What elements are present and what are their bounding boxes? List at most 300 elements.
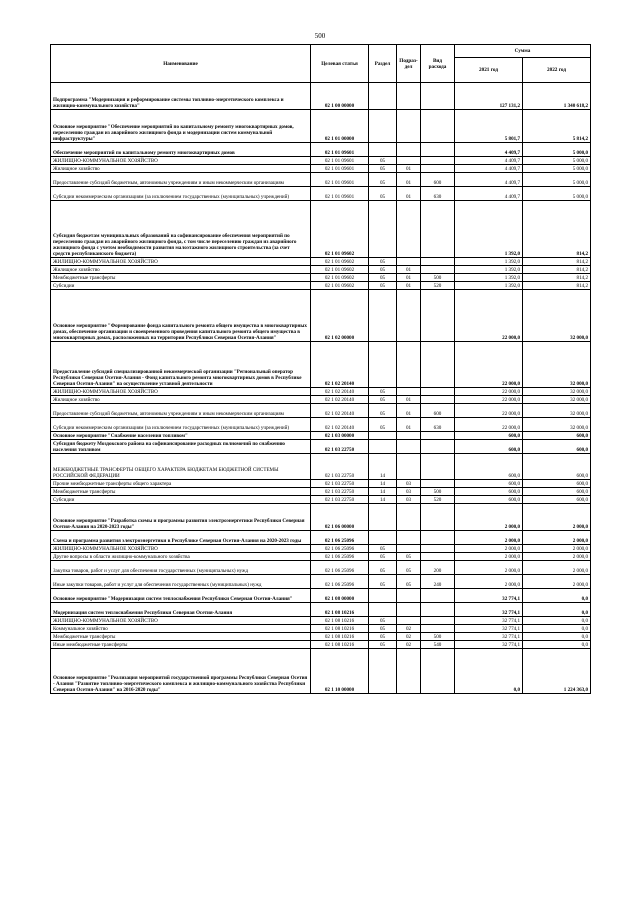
cell-sum-2022: 32 000,0 — [523, 418, 591, 432]
table-row — [51, 589, 591, 603]
cell-code: 02 1 02 20140 — [311, 388, 369, 396]
cell-name: Коммунальное хозяйство — [51, 625, 311, 633]
cell-code: 02 1 03 00000 — [311, 432, 369, 440]
cell-expense-type — [421, 617, 455, 625]
cell-sum-2022: 814,2 — [523, 274, 591, 282]
cell-sum-2022: 600,0 — [523, 480, 591, 488]
cell-expense-type — [421, 432, 455, 440]
cell-sum-2022: 2 000,0 — [523, 575, 591, 589]
cell-subsection: 01 — [397, 266, 421, 274]
cell-subsection — [397, 110, 421, 143]
cell-sum-2021: 2 000,0 — [455, 553, 523, 561]
cell-code: 02 1 01 09602 — [311, 201, 369, 258]
cell-sum-2022: 0,0 — [523, 625, 591, 633]
header-section: Раздел — [369, 45, 397, 83]
cell-sum-2021: 600,0 — [455, 496, 523, 504]
cell-subsection: 05 — [397, 553, 421, 561]
cell-code: 02 1 06 00000 — [311, 504, 369, 531]
cell-sum-2022: 0,0 — [523, 633, 591, 641]
cell-expense-type: 500 — [421, 633, 455, 641]
cell-code: 02 1 08 10216 — [311, 603, 369, 617]
cell-code: 02 1 01 09601 — [311, 173, 369, 187]
cell-subsection: 02 — [397, 633, 421, 641]
cell-name: Иные межбюджетные трансферты — [51, 641, 311, 649]
cell-sum-2022: 32 000,0 — [523, 404, 591, 418]
cell-code: 02 1 02 20140 — [311, 404, 369, 418]
cell-expense-type — [421, 504, 455, 531]
table-row — [51, 157, 591, 165]
cell-sum-2022: 600,0 — [523, 454, 591, 480]
cell-code: 02 1 01 00000 — [311, 110, 369, 143]
cell-expense-type — [421, 290, 455, 342]
cell-expense-type — [421, 266, 455, 274]
table-row — [51, 633, 591, 641]
cell-name: Субсидии некоммерческим организациям (за исключением государственных (муниципальных) учреждений) — [51, 187, 311, 201]
cell-code: 02 1 06 25096 — [311, 561, 369, 575]
cell-sum-2022: 2 000,0 — [523, 504, 591, 531]
cell-sum-2022: 814,2 — [523, 266, 591, 274]
cell-subsection — [397, 342, 421, 388]
cell-code: 02 1 01 09602 — [311, 274, 369, 282]
cell-section: 05 — [369, 173, 397, 187]
cell-subsection: 01 — [397, 173, 421, 187]
cell-expense-type — [421, 258, 455, 266]
table-row — [51, 396, 591, 404]
header-code: Целевая статья — [311, 45, 369, 83]
cell-section — [369, 603, 397, 617]
header-sum: Сумма — [455, 45, 591, 58]
cell-expense-type — [421, 201, 455, 258]
cell-section: 14 — [369, 488, 397, 496]
cell-name: Предоставление субсидий бюджетным, автономным учреждениям и иным некоммерческим организациям — [51, 173, 311, 187]
cell-expense-type — [421, 157, 455, 165]
cell-subsection: 02 — [397, 625, 421, 633]
cell-name: Субсидии некоммерческим организациям (за исключением государственных (муниципальных) учреждений) — [51, 418, 311, 432]
cell-code: 02 1 01 09601 — [311, 143, 369, 157]
cell-sum-2022: 5 000,0 — [523, 187, 591, 201]
table-row — [51, 496, 591, 504]
cell-code: 02 1 08 00000 — [311, 589, 369, 603]
cell-name: Предоставление субсидий специализированной некоммерческой организации "Региональный оператор Республики Северная Осетия-Алания - Фонд капитального ремонта многоквартирных домов в Республике Северная Осетия-Алания" на осуществление уставной деятельности — [51, 342, 311, 388]
cell-sum-2021: 22 000,0 — [455, 404, 523, 418]
cell-code: 02 1 01 09602 — [311, 266, 369, 274]
cell-code: 02 1 01 09601 — [311, 187, 369, 201]
cell-code: 02 1 03 22750 — [311, 454, 369, 480]
cell-sum-2021: 4 409,7 — [455, 143, 523, 157]
cell-name: Основное мероприятие "Снабжение населения топливом" — [51, 432, 311, 440]
table-row — [51, 641, 591, 649]
cell-sum-2021: 5 801,7 — [455, 110, 523, 143]
cell-subsection — [397, 143, 421, 157]
cell-section: 05 — [369, 282, 397, 290]
cell-section: 05 — [369, 165, 397, 173]
table-row — [51, 561, 591, 575]
cell-expense-type — [421, 480, 455, 488]
cell-name: Основное мероприятие "Формирование фонда капитального ремонта общего имущества в многоквартирных домах, обеспечение организации и своевременного проведения капитального ремонта общего имущества в многоквартирных домах, расположенных на территории Республики Северная Осетия-Алания" — [51, 290, 311, 342]
cell-sum-2022: 0,0 — [523, 641, 591, 649]
cell-expense-type: 520 — [421, 496, 455, 504]
table-row — [51, 625, 591, 633]
cell-name: Межбюджетные трансферты — [51, 488, 311, 496]
cell-section: 14 — [369, 454, 397, 480]
cell-code: 02 1 08 10216 — [311, 633, 369, 641]
cell-subsection — [397, 290, 421, 342]
cell-section — [369, 83, 397, 110]
cell-sum-2022: 2 000,0 — [523, 531, 591, 545]
cell-code: 02 1 06 25096 — [311, 545, 369, 553]
table-row — [51, 454, 591, 480]
cell-code: 02 1 06 25096 — [311, 531, 369, 545]
cell-name: Схема и программа развития электроэнергетики в Республике Северная Осетия-Алания на 2020-2023 годы — [51, 531, 311, 545]
table-row — [51, 290, 591, 342]
cell-sum-2021: 4 409,7 — [455, 173, 523, 187]
cell-section: 05 — [369, 641, 397, 649]
cell-sum-2021: 600,0 — [455, 488, 523, 496]
cell-sum-2022: 5 000,0 — [523, 165, 591, 173]
cell-subsection: 01 — [397, 404, 421, 418]
cell-sum-2021: 32 774,1 — [455, 603, 523, 617]
cell-sum-2022: 1 340 618,2 — [523, 83, 591, 110]
cell-name: Прочие межбюджетные трансферты общего характера — [51, 480, 311, 488]
cell-name: Другие вопросы в области жилищно-коммунального хозяйства — [51, 553, 311, 561]
table-row — [51, 575, 591, 589]
cell-expense-type — [421, 603, 455, 617]
cell-code: 02 1 01 09602 — [311, 282, 369, 290]
cell-name: МЕЖБЮДЖЕТНЫЕ ТРАНСФЕРТЫ ОБЩЕГО ХАРАКТЕРА БЮДЖЕТАМ БЮДЖЕТНОЙ СИСТЕМЫ РОССИЙСКОЙ ФЕДЕРАЦИИ — [51, 454, 311, 480]
cell-expense-type: 520 — [421, 282, 455, 290]
cell-expense-type — [421, 83, 455, 110]
cell-sum-2022: 600,0 — [523, 432, 591, 440]
cell-name: Субсидии — [51, 282, 311, 290]
cell-name: Субсидии — [51, 496, 311, 504]
cell-section: 14 — [369, 496, 397, 504]
cell-sum-2021: 2 000,0 — [455, 504, 523, 531]
cell-section — [369, 531, 397, 545]
cell-subsection: 05 — [397, 561, 421, 575]
cell-sum-2022: 600,0 — [523, 496, 591, 504]
cell-section — [369, 143, 397, 157]
cell-section: 05 — [369, 575, 397, 589]
cell-subsection: 01 — [397, 418, 421, 432]
header-year-2021: 2021 год — [455, 58, 523, 83]
cell-sum-2022: 814,2 — [523, 258, 591, 266]
cell-section — [369, 342, 397, 388]
cell-sum-2021: 1 392,0 — [455, 274, 523, 282]
cell-subsection — [397, 603, 421, 617]
cell-sum-2021: 22 000,0 — [455, 396, 523, 404]
cell-sum-2021: 32 774,1 — [455, 625, 523, 633]
cell-expense-type: 500 — [421, 488, 455, 496]
cell-sum-2022: 0,0 — [523, 603, 591, 617]
cell-expense-type: 600 — [421, 404, 455, 418]
cell-subsection: 01 — [397, 282, 421, 290]
cell-subsection: 05 — [397, 575, 421, 589]
cell-sum-2022: 814,2 — [523, 201, 591, 258]
cell-sum-2021: 0,0 — [455, 649, 523, 694]
table-row — [51, 110, 591, 143]
cell-sum-2021: 32 774,1 — [455, 633, 523, 641]
cell-sum-2021: 2 000,0 — [455, 531, 523, 545]
cell-sum-2021: 600,0 — [455, 454, 523, 480]
cell-sum-2021: 22 000,0 — [455, 290, 523, 342]
cell-subsection — [397, 440, 421, 454]
cell-section — [369, 290, 397, 342]
budget-table — [50, 44, 591, 694]
table-row — [51, 545, 591, 553]
cell-expense-type — [421, 531, 455, 545]
cell-expense-type — [421, 589, 455, 603]
cell-sum-2021: 2 000,0 — [455, 561, 523, 575]
cell-subsection: 03 — [397, 496, 421, 504]
cell-expense-type: 600 — [421, 173, 455, 187]
cell-name: ЖИЛИЩНО-КОММУНАЛЬНОЕ ХОЗЯЙСТВО — [51, 258, 311, 266]
table-row — [51, 173, 591, 187]
cell-section — [369, 201, 397, 258]
cell-subsection — [397, 649, 421, 694]
cell-code: 02 1 03 22750 — [311, 496, 369, 504]
cell-sum-2022: 0,0 — [523, 589, 591, 603]
cell-section: 14 — [369, 480, 397, 488]
cell-name: Межбюджетные трансферты — [51, 633, 311, 641]
cell-subsection: 03 — [397, 480, 421, 488]
table-row — [51, 404, 591, 418]
cell-sum-2022: 32 000,0 — [523, 290, 591, 342]
table-row — [51, 504, 591, 531]
cell-code: 02 1 02 20140 — [311, 342, 369, 388]
cell-name: Предоставление субсидий бюджетным, автономным учреждениям и иным некоммерческим организациям — [51, 404, 311, 418]
cell-subsection — [397, 531, 421, 545]
cell-subsection — [397, 388, 421, 396]
cell-name: Субсидия бюджету Моздокского района на софинансирование расходных полномочий по снабжению населения топливом — [51, 440, 311, 454]
cell-sum-2021: 32 774,1 — [455, 641, 523, 649]
cell-subsection — [397, 157, 421, 165]
cell-section — [369, 504, 397, 531]
cell-code: 02 1 02 20140 — [311, 418, 369, 432]
cell-expense-type — [421, 625, 455, 633]
cell-code: 02 1 10 00000 — [311, 649, 369, 694]
table-row — [51, 418, 591, 432]
cell-sum-2021: 1 392,0 — [455, 201, 523, 258]
cell-sum-2021: 600,0 — [455, 480, 523, 488]
cell-sum-2022: 1 224 363,0 — [523, 649, 591, 694]
cell-expense-type — [421, 388, 455, 396]
cell-sum-2022: 2 000,0 — [523, 553, 591, 561]
table-row — [51, 553, 591, 561]
cell-section: 05 — [369, 617, 397, 625]
cell-subsection: 01 — [397, 274, 421, 282]
cell-code: 02 1 08 10216 — [311, 617, 369, 625]
table-row — [51, 603, 591, 617]
cell-name: ЖИЛИЩНО-КОММУНАЛЬНОЕ ХОЗЯЙСТВО — [51, 545, 311, 553]
cell-section: 05 — [369, 258, 397, 266]
cell-name: Основное мероприятие "Реализация мероприятий государственной программы Республики Северная Осетия - Алания "Развитие топливно-энергетического комплекса и жилищно-коммунального хозяйства Республики Северная Осетия-Алания" на 2016-2020 годы" — [51, 649, 311, 694]
cell-expense-type — [421, 440, 455, 454]
table-row — [51, 617, 591, 625]
table-row — [51, 187, 591, 201]
cell-sum-2022: 2 000,0 — [523, 561, 591, 575]
table-body — [51, 83, 591, 694]
cell-expense-type — [421, 649, 455, 694]
cell-sum-2022: 32 000,0 — [523, 396, 591, 404]
cell-code: 02 1 02 20140 — [311, 396, 369, 404]
cell-name: Подпрограмма "Модернизация и реформирование системы топливно-энергетического комплекса и жилищно-коммунального хозяйства" — [51, 83, 311, 110]
cell-subsection: 03 — [397, 488, 421, 496]
cell-sum-2021: 22 000,0 — [455, 342, 523, 388]
table-row — [51, 388, 591, 396]
cell-section — [369, 589, 397, 603]
cell-subsection — [397, 617, 421, 625]
cell-sum-2021: 1 392,0 — [455, 282, 523, 290]
cell-sum-2021: 600,0 — [455, 440, 523, 454]
cell-section: 05 — [369, 157, 397, 165]
cell-name: Жилищное хозяйство — [51, 396, 311, 404]
cell-sum-2021: 1 392,0 — [455, 266, 523, 274]
cell-code: 02 1 03 22750 — [311, 488, 369, 496]
table-row — [51, 143, 591, 157]
cell-code: 02 1 03 22750 — [311, 480, 369, 488]
cell-expense-type: 630 — [421, 187, 455, 201]
cell-expense-type: 540 — [421, 641, 455, 649]
cell-section — [369, 440, 397, 454]
cell-code: 02 1 03 22750 — [311, 440, 369, 454]
cell-subsection — [397, 504, 421, 531]
cell-section: 05 — [369, 561, 397, 575]
table-row — [51, 440, 591, 454]
cell-name: Основное мероприятие "Обеспечение мероприятий по капитальному ремонту многоквартирных домов, переселению граждан из аварийного жилищного фонда и модернизации систем коммунальной инфраструктуры" — [51, 110, 311, 143]
cell-sum-2022: 5 814,2 — [523, 110, 591, 143]
cell-section: 05 — [369, 396, 397, 404]
cell-code: 02 1 00 00000 — [311, 83, 369, 110]
table-row — [51, 432, 591, 440]
cell-section — [369, 432, 397, 440]
cell-name: ЖИЛИЩНО-КОММУНАЛЬНОЕ ХОЗЯЙСТВО — [51, 388, 311, 396]
cell-sum-2021: 32 774,1 — [455, 617, 523, 625]
cell-sum-2021: 4 409,7 — [455, 157, 523, 165]
cell-sum-2021: 4 409,7 — [455, 165, 523, 173]
cell-sum-2022: 5 000,0 — [523, 157, 591, 165]
cell-code: 02 1 06 25096 — [311, 553, 369, 561]
cell-subsection: 02 — [397, 641, 421, 649]
cell-expense-type — [421, 454, 455, 480]
cell-sum-2021: 2 000,0 — [455, 545, 523, 553]
cell-name: Иные закупки товаров, работ и услуг для обеспечения государственных (муниципальных) нужд — [51, 575, 311, 589]
cell-section: 05 — [369, 266, 397, 274]
cell-sum-2021: 4 409,7 — [455, 187, 523, 201]
cell-expense-type — [421, 110, 455, 143]
cell-subsection — [397, 83, 421, 110]
cell-code: 02 1 08 10216 — [311, 625, 369, 633]
cell-name: Обеспечение мероприятий по капитальному ремонту многоквартирных домов — [51, 143, 311, 157]
cell-sum-2021: 600,0 — [455, 432, 523, 440]
cell-section: 05 — [369, 388, 397, 396]
cell-sum-2022: 2 000,0 — [523, 545, 591, 553]
table-row — [51, 165, 591, 173]
cell-code: 02 1 02 00000 — [311, 290, 369, 342]
cell-name: Жилищное хозяйство — [51, 165, 311, 173]
cell-sum-2022: 0,0 — [523, 617, 591, 625]
cell-sum-2021: 2 000,0 — [455, 575, 523, 589]
header-subsection: Подраз- дел — [397, 45, 421, 83]
table-row — [51, 488, 591, 496]
cell-expense-type: 630 — [421, 418, 455, 432]
cell-sum-2022: 600,0 — [523, 488, 591, 496]
cell-code: 02 1 01 09602 — [311, 258, 369, 266]
table-row — [51, 480, 591, 488]
cell-sum-2021: 1 392,0 — [455, 258, 523, 266]
cell-expense-type — [421, 553, 455, 561]
cell-name: ЖИЛИЩНО-КОММУНАЛЬНОЕ ХОЗЯЙСТВО — [51, 617, 311, 625]
cell-section: 05 — [369, 545, 397, 553]
cell-section: 05 — [369, 187, 397, 201]
table-row — [51, 266, 591, 274]
cell-subsection: 01 — [397, 187, 421, 201]
cell-sum-2022: 32 000,0 — [523, 342, 591, 388]
table-row — [51, 282, 591, 290]
cell-expense-type: 200 — [421, 561, 455, 575]
cell-sum-2022: 600,0 — [523, 440, 591, 454]
cell-section: 05 — [369, 404, 397, 418]
cell-sum-2021: 22 000,0 — [455, 418, 523, 432]
table-row — [51, 531, 591, 545]
cell-expense-type — [421, 396, 455, 404]
cell-name: Межбюджетные трансферты — [51, 274, 311, 282]
cell-name: Жилищное хозяйство — [51, 266, 311, 274]
cell-expense-type: 500 — [421, 274, 455, 282]
cell-section: 05 — [369, 418, 397, 432]
cell-code: 02 1 01 09601 — [311, 165, 369, 173]
cell-sum-2022: 5 000,0 — [523, 143, 591, 157]
cell-subsection: 01 — [397, 165, 421, 173]
cell-section: 05 — [369, 274, 397, 282]
cell-name: Закупка товаров, работ и услуг для обеспечения государственных (муниципальных) нужд — [51, 561, 311, 575]
cell-expense-type — [421, 545, 455, 553]
header-name: Наименование — [51, 45, 311, 83]
cell-subsection — [397, 258, 421, 266]
cell-expense-type — [421, 165, 455, 173]
cell-expense-type — [421, 143, 455, 157]
cell-code: 02 1 08 10216 — [311, 641, 369, 649]
cell-name: Основное мероприятие "Разработка схемы и программы развития электроэнергетики Республики Северная Осетия-Алания на 2020-2023 годы" — [51, 504, 311, 531]
page-number: 500 — [314, 32, 326, 40]
table-row — [51, 201, 591, 258]
cell-expense-type: 240 — [421, 575, 455, 589]
cell-section: 05 — [369, 625, 397, 633]
cell-name: Основное мероприятие "Модернизация систем теплоснабжения Республики Северная Осетия-Алания" — [51, 589, 311, 603]
cell-sum-2022: 814,2 — [523, 282, 591, 290]
header-year-2022: 2022 год — [523, 58, 591, 83]
cell-sum-2022: 32 000,0 — [523, 388, 591, 396]
cell-expense-type — [421, 342, 455, 388]
cell-sum-2022: 5 000,0 — [523, 173, 591, 187]
cell-subsection — [397, 432, 421, 440]
cell-section — [369, 649, 397, 694]
table-row — [51, 258, 591, 266]
table-row — [51, 83, 591, 110]
header-expense-type: Вид расхода — [421, 45, 455, 83]
cell-subsection — [397, 201, 421, 258]
cell-name: Субсидия бюджетам муниципальных образований на софинансирование обеспечения мероприятий по переселению граждан из аварийного жилищного фонда, с том числе переселению граждан из аварийного жилищного фонда с учетом необходимости развития малоэтажного жилищного строительства (за счет средств республиканского бюджета) — [51, 201, 311, 258]
cell-section — [369, 110, 397, 143]
table-row — [51, 649, 591, 694]
cell-sum-2021: 22 000,0 — [455, 388, 523, 396]
cell-section: 05 — [369, 553, 397, 561]
cell-subsection: 01 — [397, 396, 421, 404]
cell-subsection — [397, 454, 421, 480]
cell-name: ЖИЛИЩНО-КОММУНАЛЬНОЕ ХОЗЯЙСТВО — [51, 157, 311, 165]
cell-name: Модернизация систем теплоснабжения Республики Северная Осетия-Алания — [51, 603, 311, 617]
cell-subsection — [397, 545, 421, 553]
cell-code: 02 1 01 09601 — [311, 157, 369, 165]
